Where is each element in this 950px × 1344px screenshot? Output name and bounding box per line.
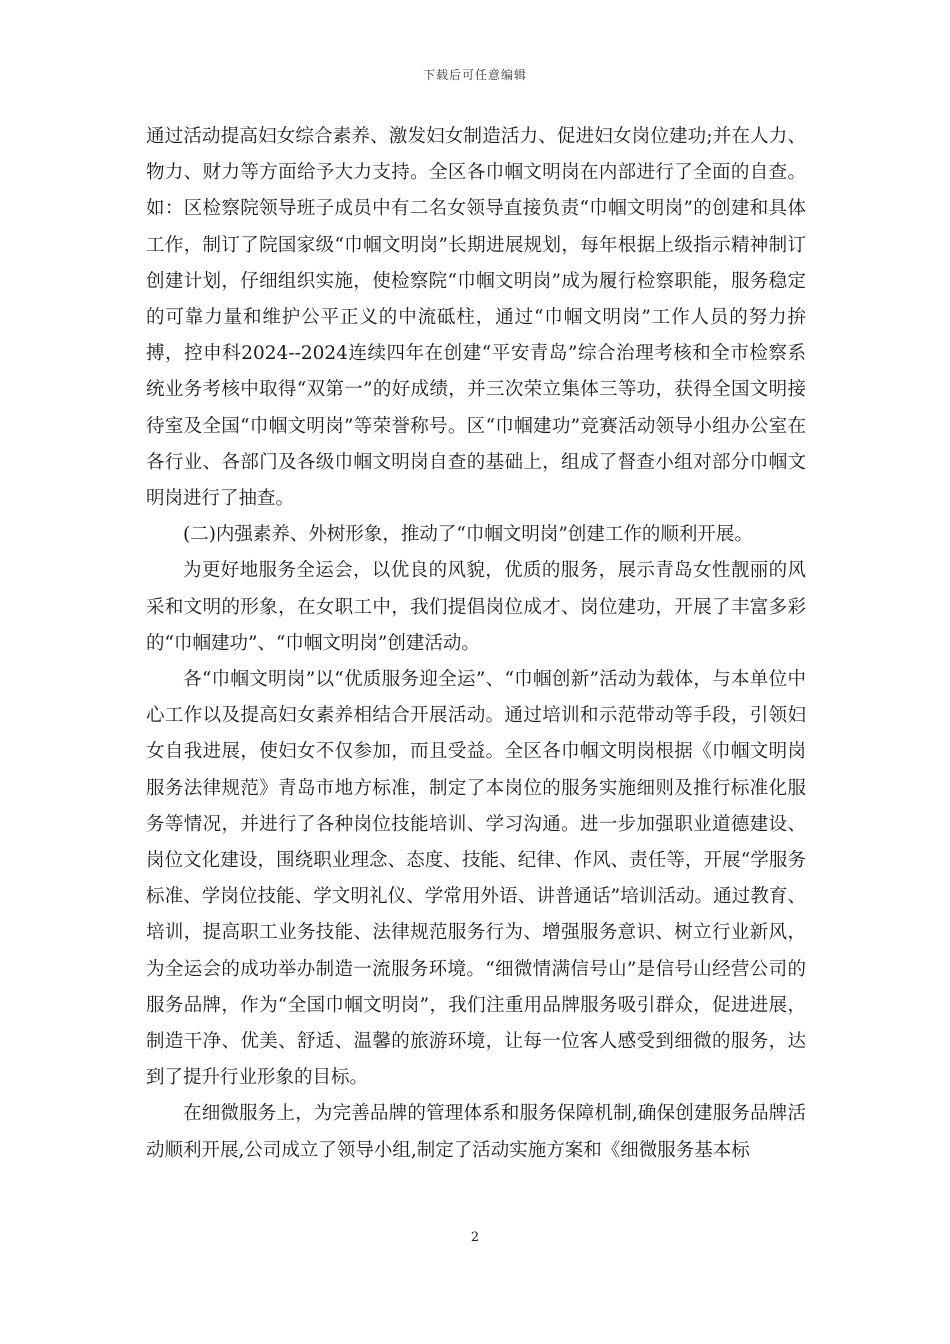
page-number: 2: [470, 1230, 480, 1245]
paragraph: (二)内强素养、外树形象，推动了“巾帼文明岗”创建工作的顺利开展。: [183, 524, 753, 546]
document-body: [146, 119, 806, 1169]
page-header: 下载后可任意编辑: [422, 68, 527, 82]
paragraph: 为更好地服务全运会，以优良的风貌，优质的服务，展示青岛女性靓丽的风采和文明的形象，在女职工中，我们提倡岗位成才、岗位建功，开展了丰富多彩的“巾帼建功”、“巾帼文明岗”创建活动。: [146, 560, 806, 654]
paragraph: 在细微服务上，为完善品牌的管理体系和服务保障机制,确保创建服务品牌活动顺利开展,公司成立了领导小组,制定了活动实施方案和《细微服务基本标: [146, 1103, 806, 1161]
paragraph: 各“巾帼文明岗”以“优质服务迎全运”、“巾帼创新”活动为载体，与本单位中心工作以及提高妇女素养相结合开展活动。通过培训和示范带动等手段，引领妇女自我进展，使妇女不仅参加，而且受益。全区各巾帼文明岗根据《巾帼文明岗服务法律规范》青岛市地方标准，制定了本岗位的服务实施细则及推行标准化服务等情况，并进行了各种岗位技能培训、学习沟通。进一步加强职业道德建设、岗位文化建设，围绕职业理念、态度、技能、纪律、作风、责任等，开展“学服务标准、学岗位技能、学文明礼仪、学常用外语、讲普通话”培训活动。通过教育、培训，提高职工业务技能、法律规范服务行为、增强服务意识、树立行业新风，为全运会的成功举办制造一流服务环境。“细微情满信号山”是信号山经营公司的服务品牌，作为“全国巾帼文明岗”，我们注重用品牌服务吸引群众，促进进展，制造干净、优美、舒适、温馨的旅游环境，让每一位客人感受到细微的服务，达到了提升行业形象的目标。: [146, 669, 806, 1089]
paragraph: 通过活动提高妇女综合素养、激发妇女制造活力、促进妇女岗位建功;并在人力、物力、财力等方面给予大力支持。全区各巾帼文明岗在内部进行了全面的自查。如：区检察院领导班子成员中有二名女领导直接负责“巾帼文明岗”的创建和具体工作，制订了院国家级“巾帼文明岗”长期进展规划，每年根据上级指示精神制订创建计划，仔细组织实施，使检察院“巾帼文明岗”成为履行检察职能，服务稳定的可靠力量和维护公平正义的中流砥柱，通过“巾帼文明岗”工作人员的努力拚搏，控申科2024--2024连续四年在创建“平安青岛”综合治理考核和全市检察系统业务考核中取得“双第一”的好成绩，并三次荣立集体三等功，获得全国文明接待室及全国“巾帼文明岗”等荣誉称号。区“巾帼建功”竞赛活动领导小组办公室在各行业、各部门及各级巾帼文明岗自查的基础上，组成了督查小组对部分巾帼文明岗进行了抽查。: [146, 126, 806, 510]
